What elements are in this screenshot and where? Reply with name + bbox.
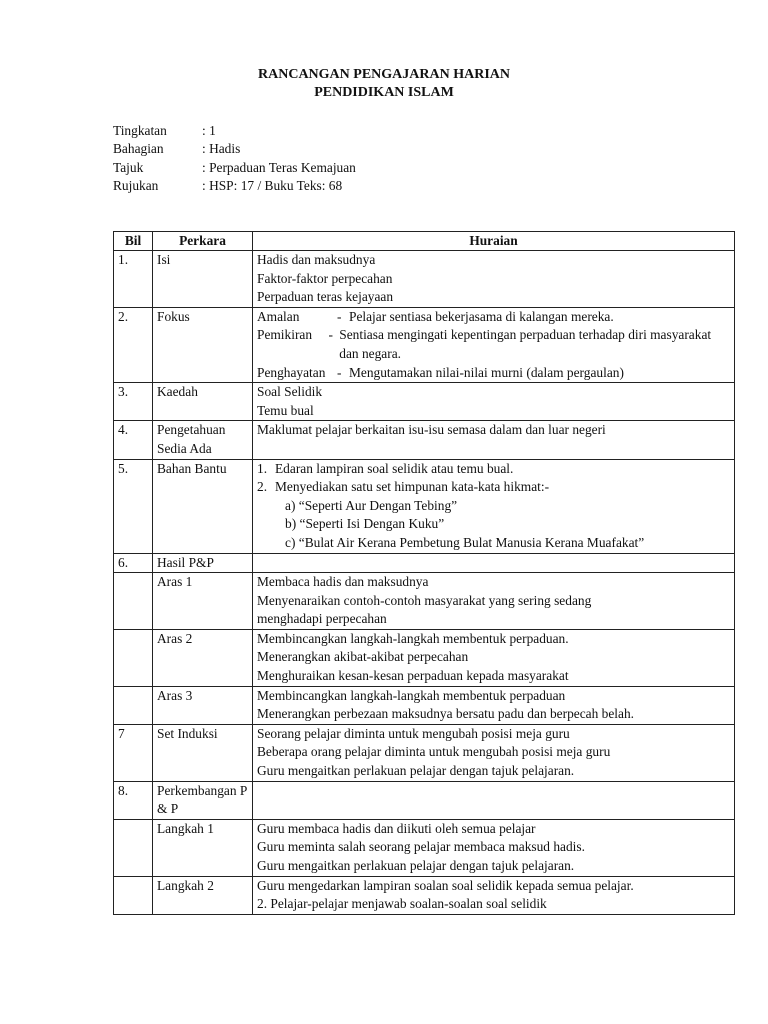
- row-description: [253, 383, 735, 421]
- header-bil: Bil: [114, 232, 153, 251]
- table-header-row: [114, 232, 735, 251]
- row-number: 2.: [114, 307, 153, 382]
- info-row: [113, 122, 356, 140]
- row-topic: Langkah 2: [153, 876, 253, 914]
- lesson-info: [113, 122, 356, 196]
- focus-dash: -: [328, 327, 334, 343]
- description-line: Menerangkan perbezaan maksudnya bersatu padu dan berpecah belah.: [257, 706, 634, 722]
- row-number: 1.: [114, 251, 153, 308]
- row-number: [114, 819, 153, 876]
- focus-item: [257, 308, 730, 327]
- description-line: Guru meminta salah seorang pelajar membaca maksud hadis.: [257, 839, 585, 855]
- row-description: [253, 459, 735, 553]
- row-topic: Aras 2: [153, 629, 253, 686]
- row-topic: Bahan Bantu: [153, 459, 253, 553]
- table-row: [114, 876, 735, 914]
- description-line: Faktor-faktor perpecahan: [257, 270, 393, 286]
- info-value: : Perpaduan Teras Kemajuan: [202, 159, 356, 175]
- document-title: [0, 66, 768, 102]
- row-topic: Pengetahuan Sedia Ada: [153, 421, 253, 459]
- row-topic: Hasil P&P: [153, 553, 253, 573]
- table-row: [114, 421, 735, 459]
- table-row: [114, 724, 735, 781]
- focus-text: Sentiasa mengingati kepentingan perpaduan terhadap diri masyarakat dan negara.: [339, 327, 712, 361]
- description-line: Maklumat pelajar berkaitan isu-isu semasa dalam dan luar negeri: [257, 422, 606, 438]
- title-line-1: RANCANGAN PENGAJARAN HARIAN: [258, 67, 510, 82]
- description-line: Guru mengaitkan perlakuan pelajar dengan tajuk pelajaran.: [257, 858, 575, 873]
- header-huraian: Huraian: [253, 232, 735, 251]
- row-description: [253, 629, 735, 686]
- row-description: [253, 421, 735, 459]
- row-description: [253, 307, 735, 382]
- description-line: Menyenaraikan contoh-contoh masyarakat yang sering sedang: [257, 592, 592, 608]
- description-line: Perpaduan teras kejayaan: [257, 289, 394, 305]
- row-number: 6.: [114, 553, 153, 573]
- row-description: [253, 686, 735, 724]
- description-line: Guru mengaitkan perlakuan pelajar dengan tajuk pelajaran.: [257, 763, 575, 779]
- description-line: Membincangkan langkah-langkah membentuk perpaduan: [257, 687, 566, 703]
- description-line: Guru mengedarkan lampiran soalan soal selidik kepada semua pelajar.: [257, 877, 634, 893]
- description-line: Beberapa orang pelajar diminta untuk mengubah posisi meja guru: [257, 744, 611, 760]
- focus-item: [257, 364, 730, 383]
- focus-key: Penghayatan: [257, 364, 326, 380]
- description-line: menghadapi perpecahan: [257, 611, 387, 627]
- table-row: [114, 459, 735, 553]
- description-line: Menghuraikan kesan-kesan perpaduan kepada masyarakat: [257, 668, 569, 684]
- description-line: Menerangkan akibat-akibat perpecahan: [257, 649, 469, 665]
- list-number: 1.: [257, 460, 268, 476]
- description-line: Temu bual: [257, 402, 314, 418]
- info-value: : Hadis: [202, 141, 241, 157]
- info-key: Tajuk: [113, 159, 144, 175]
- description-line: 2. Pelajar-pelajar menjawab soalan-soalan soal selidik: [257, 896, 547, 912]
- table-row: [114, 573, 735, 630]
- row-number: 7: [114, 724, 153, 781]
- description-line: Soal Selidik: [257, 384, 323, 400]
- proverb-item: a) “Seperti Aur Dengan Tebing”: [285, 497, 458, 513]
- description-line: Seorang pelajar diminta untuk mengubah posisi meja guru: [257, 725, 570, 741]
- table-row: [114, 553, 735, 573]
- description-line: Membaca hadis dan maksudnya: [257, 574, 429, 590]
- focus-key: Amalan: [257, 308, 300, 324]
- row-topic: Langkah 1: [153, 819, 253, 876]
- row-description: [253, 251, 735, 308]
- info-key: Tingkatan: [113, 123, 167, 138]
- proverb-item: c) “Bulat Air Kerana Pembetung Bulat Manusia Kerana Muafakat”: [285, 534, 645, 550]
- header-perkara: Perkara: [153, 232, 253, 251]
- row-number: [114, 629, 153, 686]
- row-description: [253, 819, 735, 876]
- row-topic: Set Induksi: [153, 724, 253, 781]
- info-row: [113, 177, 356, 195]
- table-row: [114, 307, 735, 382]
- list-item: [257, 460, 730, 479]
- row-description: [253, 724, 735, 781]
- focus-text: Mengutamakan nilai-nilai murni (dalam pergaulan): [349, 364, 624, 380]
- row-description: [253, 876, 735, 914]
- info-value: : HSP: 17 / Buku Teks: 68: [202, 178, 343, 194]
- focus-dash: -: [337, 308, 342, 324]
- description-line: Guru membaca hadis dan diikuti oleh semua pelajar: [257, 820, 536, 836]
- focus-key: Pemikiran: [257, 327, 313, 343]
- list-number: 2.: [257, 479, 268, 495]
- lesson-plan-table: [113, 231, 735, 915]
- table-row: [114, 383, 735, 421]
- description-line: Hadis dan maksudnya: [257, 252, 376, 267]
- row-topic: Fokus: [153, 307, 253, 382]
- list-item: [257, 478, 730, 497]
- focus-item: [257, 326, 730, 363]
- table-row: [114, 251, 735, 308]
- table-row: [114, 781, 735, 819]
- table-row: [114, 819, 735, 876]
- row-number: 3.: [114, 383, 153, 421]
- focus-text: Pelajar sentiasa bekerjasama di kalangan mereka.: [349, 308, 614, 324]
- list-text: Menyediakan satu set himpunan kata-kata hikmat:-: [275, 479, 550, 495]
- title-line-2: PENDIDIKAN ISLAM: [314, 85, 454, 100]
- row-topic: Kaedah: [153, 383, 253, 421]
- info-row: [113, 159, 356, 177]
- row-description: [253, 781, 735, 819]
- row-number: [114, 876, 153, 914]
- list-text: Edaran lampiran soal selidik atau temu bual.: [275, 460, 514, 476]
- row-number: [114, 686, 153, 724]
- row-number: 4.: [114, 421, 153, 459]
- proverb-item: b) “Seperti Isi Dengan Kuku”: [285, 516, 445, 532]
- row-topic: Perkembangan P & P: [153, 781, 253, 819]
- info-key: Bahagian: [113, 141, 164, 157]
- row-number: 5.: [114, 459, 153, 553]
- table-row: [114, 629, 735, 686]
- focus-dash: -: [337, 364, 342, 380]
- row-topic: Aras 3: [153, 686, 253, 724]
- description-line: Membincangkan langkah-langkah membentuk perpaduan.: [257, 630, 569, 646]
- table-row: [114, 686, 735, 724]
- row-number: 8.: [114, 781, 153, 819]
- info-key: Rujukan: [113, 178, 159, 194]
- row-description: [253, 573, 735, 630]
- row-number: [114, 573, 153, 630]
- info-value: : 1: [202, 123, 216, 138]
- info-row: [113, 140, 356, 158]
- row-description: [253, 553, 735, 573]
- row-topic: Isi: [153, 251, 253, 308]
- row-topic: Aras 1: [153, 573, 253, 630]
